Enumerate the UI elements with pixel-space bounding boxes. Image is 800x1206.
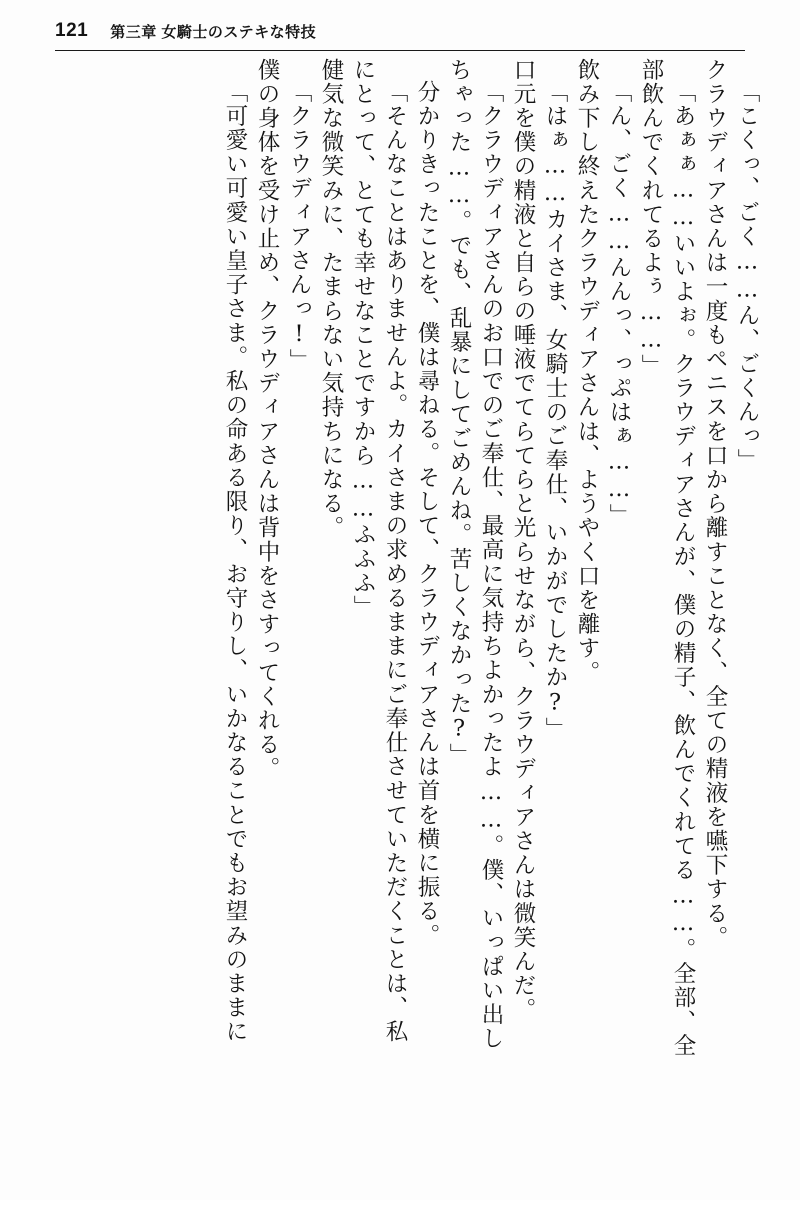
page-number: 121	[55, 20, 89, 41]
text-column: 部飲んでくれてるよぅ……」	[638, 58, 664, 379]
text-column: 僕の身体を受け止め、クラウディアさんは背中をさすってくれる。	[254, 58, 280, 781]
text-column: 「可愛い可愛い皇子さま。私の命ある限り、お守りし、いかなることでもお望みのままに	[222, 80, 248, 1044]
text-column: 「クラウディアさんのお口でのご奉仕、最高に気持ちよかったよ……。僕、いっぱい出し	[478, 80, 504, 1051]
text-column: 口元を僕の精液と自らの唾液でてらてらと光らせながら、クラウディアさんは微笑んだ。	[510, 58, 536, 1022]
running-header	[55, 16, 745, 51]
text-column: 「クラウディアさんっ!」	[286, 80, 312, 373]
text-column: 「あぁぁ……いいよぉ。クラウディアさんが、僕の精子、飲んでくれてる……。全部、全	[670, 80, 696, 1058]
text-column: ちゃった……。でも、乱暴にしてごめんね。苦しくなかった?」	[446, 58, 472, 768]
text-column: クラウディアさんは一度もペニスを口から離すことなく、全ての精液を嚥下する。	[702, 58, 728, 950]
text-column: 「ん、ごく……んんっ、っぷはぁ……」	[606, 80, 632, 528]
text-column: 健気な微笑みに、たまらない気持ちになる。	[318, 58, 344, 540]
text-column: 「こくっ、ごく……ん、ごくんっ」	[734, 80, 760, 473]
text-column: 「そんなことはありませんよ。カイさまの求めるままにご奉仕させていただくことは、私	[382, 80, 408, 1044]
text-column: 「はぁ……カイさま、女騎士のご奉仕、いかがでしたか?」	[542, 80, 568, 742]
text-column: 飲み下し終えたクラウディアさんは、ようやく口を離す。	[574, 58, 600, 685]
text-column: にとって、とても幸せなことですから……ふふふ」	[350, 58, 376, 620]
body-text-vertical	[42, 58, 758, 1188]
chapter-title: 第三章 女騎士のステキな特技	[110, 23, 317, 41]
text-column: 分かりきったことを、僕は尋ねる。そして、クラウディアさんは首を横に振る。	[414, 80, 440, 948]
